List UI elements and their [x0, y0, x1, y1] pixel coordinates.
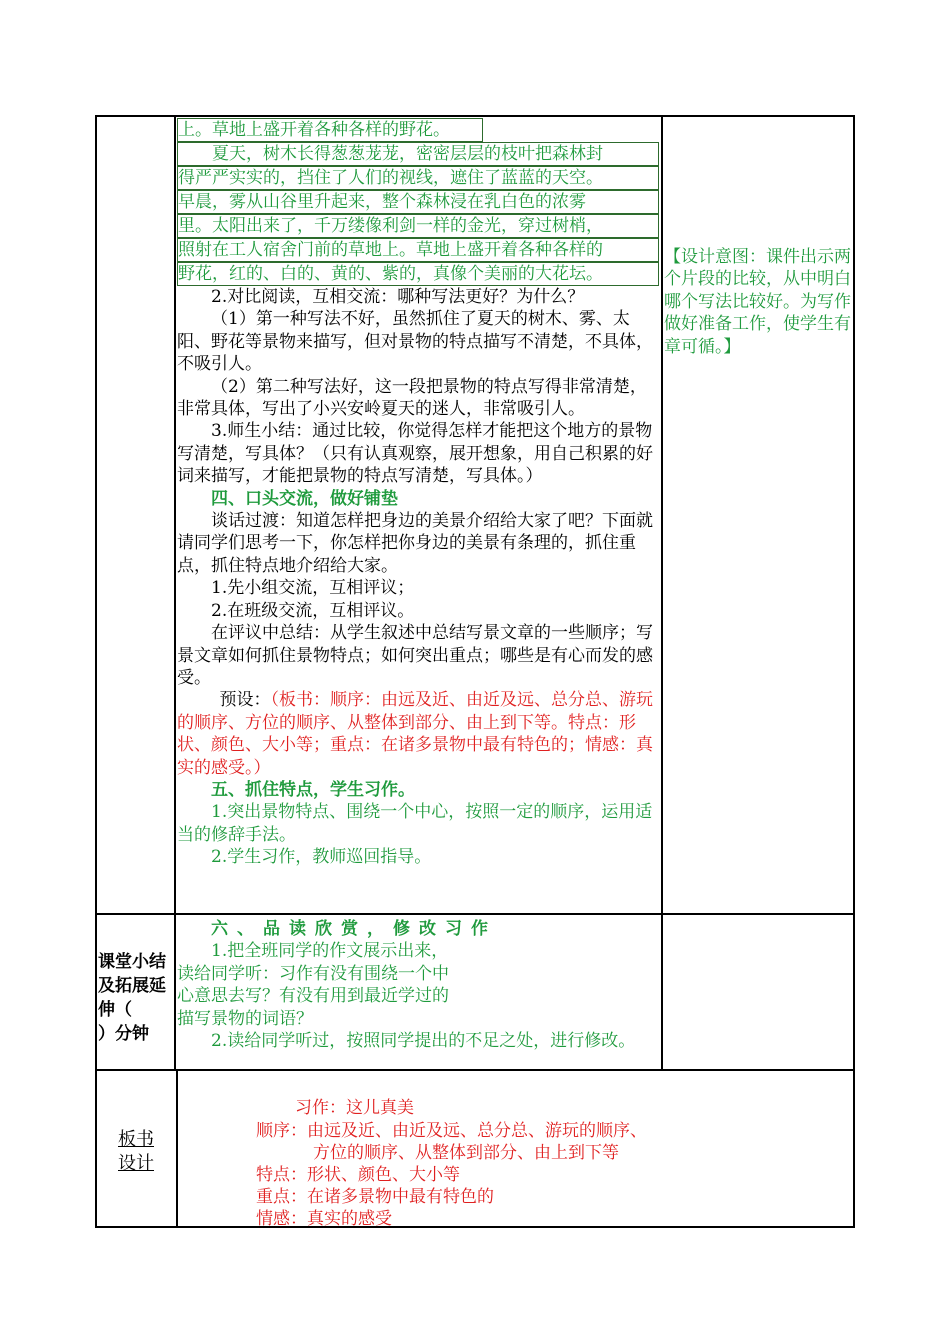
label-line: 板书 — [118, 1129, 154, 1150]
section-6-content — [177, 918, 659, 1052]
section-4-intro: 谈话过渡：知道怎样把身边的美景介绍给大家了吧？下面就请同学们思考一下，你怎样把你身边的美景有条理的，抓住重点，抓住特点地介绍给大家。 — [177, 511, 653, 576]
section-4-preset — [177, 689, 659, 779]
label-line: 课堂小结 — [98, 952, 166, 972]
notes-column-divider — [661, 115, 663, 1071]
board-order-continued: 方位的顺序、从整体到部分、由上到下等 — [313, 1143, 619, 1163]
section-6-line-1: 1.把全班同学的作文展示出来， — [211, 941, 449, 962]
section-4-heading: 四、口头交流，做好铺垫 — [211, 488, 398, 509]
section-6-line-4: 描写景物的词语？ — [177, 1008, 313, 1029]
section-6-line-3: 心意思去写？有没有用到最近学过的 — [177, 986, 449, 1007]
boxed-line: 得严严实实的，挡住了人们的视线，遮住了蓝蓝的天空。 — [177, 166, 659, 190]
board-title: 习作：这儿真美 — [295, 1098, 414, 1118]
row-divider-2 — [95, 1069, 855, 1071]
preset-board-text: （板书：顺序：由远及近、由近及远、总分总、游玩的顺序、方位的顺序、从整体到部分、由上到下等。特点：形状、颜色、大小等；重点：在诸多景物中最有特色的；情感：真实的感受。） — [177, 690, 653, 778]
board-focus: 重点：在诸多景物中最有特色的 — [256, 1187, 494, 1207]
label-column-divider — [174, 115, 176, 1071]
compare-answer-1: （1）第一种写法不好，虽然抓住了夏天的树木、雾、太阳、野花等景物来描写，但对景物的特点描写不清楚，不具体，不吸引人。 — [177, 309, 653, 375]
section-6-line-5: 2.读给同学听过，按照同学提出的不足之处，进行修改。 — [211, 1031, 636, 1052]
section-4-step-1: 1.先小组交流，互相评议； — [211, 578, 415, 599]
main-content-cell — [177, 118, 659, 869]
table-right-border — [853, 115, 855, 1228]
board-column-divider — [176, 1069, 178, 1228]
section-5-heading: 五、抓住特点，学生习作。 — [211, 779, 415, 800]
table-top-border — [95, 115, 855, 117]
board-design-label — [98, 1128, 174, 1176]
table-bottom-border — [95, 1226, 855, 1228]
row-divider-1 — [95, 913, 855, 915]
section-4-step-2: 2.在班级交流，互相评议。 — [211, 600, 415, 621]
section-6-line-2: 读给同学听：习作有没有围绕一个中 — [177, 963, 449, 984]
board-order: 顺序：由远及近、由近及远、总分总、游玩的顺序、 — [256, 1121, 647, 1141]
section-5-item-1: 1.突出景物特点、围绕一个中心，按照一定的顺序，运用适当的修辞手法。 — [177, 802, 653, 845]
section-5-item-2: 2.学生习作，教师巡回指导。 — [211, 847, 432, 868]
boxed-line: 上。草地上盛开着各种各样的野花。 — [177, 118, 483, 142]
boxed-passage — [177, 118, 659, 286]
board-feature: 特点：形状、颜色、大小等 — [256, 1165, 460, 1185]
label-line: ）分钟 — [98, 1024, 149, 1044]
label-line: 设计 — [118, 1153, 154, 1174]
section-4-summary: 在评议中总结：从学生叙述中总结写景文章的一些顺序；写景文章如何抓住景物特点；如何突出重点；哪些是有心而发的感受。 — [177, 623, 653, 688]
summary-extension-label — [98, 950, 174, 1046]
label-line: 及拓展延 — [98, 976, 166, 996]
design-intent-note: 【设计意图：课件出示两个片段的比较，从中明白哪个写法比较好。为写作做好准备工作，使学生有章可循。】 — [664, 247, 851, 357]
boxed-line: 照射在工人宿舍门前的草地上。草地上盛开着各种各样的 — [177, 238, 659, 262]
boxed-line: 早晨，雾从山谷里升起来，整个森林浸在乳白色的浓雾 — [177, 190, 659, 214]
board-emotion: 情感：真实的感受 — [256, 1209, 392, 1229]
boxed-line: 野花，红的、白的、黄的、紫的，真像个美丽的大花坛。 — [177, 262, 659, 286]
compare-question: 2.对比阅读，互相交流：哪种写法更好？为什么？ — [211, 287, 585, 307]
boxed-line: 里。太阳出来了，千万缕像利剑一样的金光，穿过树梢， — [177, 214, 659, 238]
label-line: 伸（ — [98, 1000, 132, 1020]
compare-answer-2: （2）第二种写法好，这一段把景物的特点写得非常清楚，非常具体，写出了小兴安岭夏天的迷人，非常吸引人。 — [177, 376, 647, 420]
compare-summary: 3.师生小结：通过比较，你觉得怎样才能把这个地方的景物写清楚，写具体？（只有认真观察，展开想象，用自己积累的好词来描写，才能把景物的特点写清楚，写具体。） — [177, 421, 653, 487]
table-left-border — [95, 115, 97, 1228]
section-6-heading: 六、品读欣赏，修改习作 — [211, 919, 497, 939]
boxed-line: 夏天，树木长得葱葱茏茏，密密层层的枝叶把森林封 — [177, 142, 659, 166]
preset-label: 预设： — [219, 690, 271, 711]
